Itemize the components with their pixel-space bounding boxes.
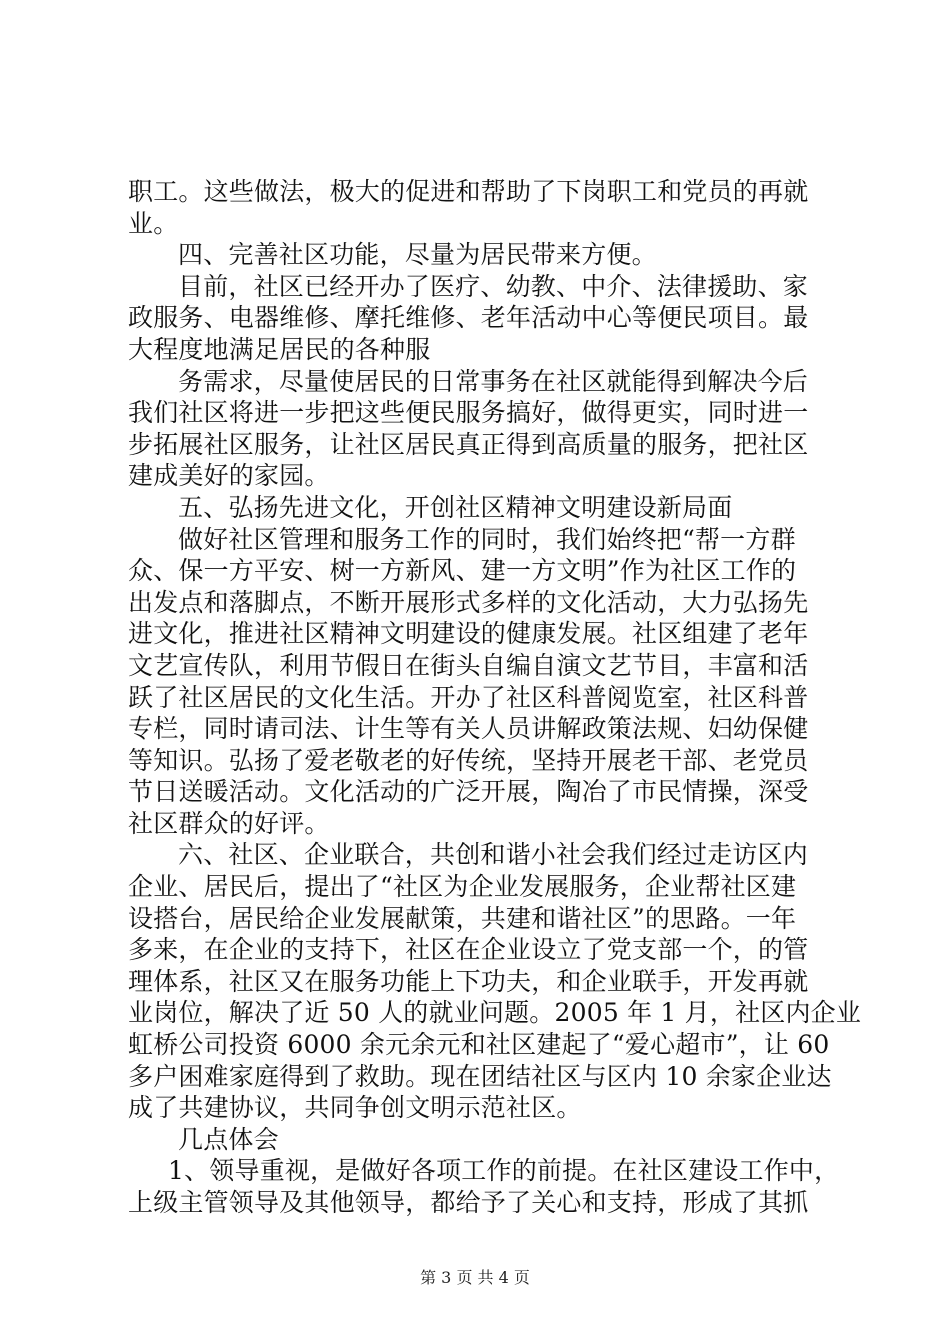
text-line: 上级主管领导及其他领导，都给予了关心和支持，形成了其抓 — [128, 1188, 809, 1217]
section-heading: 五、弘扬先进文化，开创社区精神文明建设新局面 — [178, 492, 733, 522]
text-line: 多户困难家庭得到了救助。现在团结社区与区内 10 余家企业达 — [128, 1061, 832, 1091]
text-line: 众、保一方平安、树一方新风、建一方文明”作为社区工作的 — [128, 556, 797, 586]
text-line: 做好社区管理和服务工作的同时，我们始终把“帮一方群 — [178, 524, 796, 554]
text-line: 企业、居民后，提出了“社区为企业发展服务，企业帮社区建 — [128, 872, 797, 902]
text-line: 业。 — [128, 208, 179, 238]
text-line: 虹桥公司投资 6000 余元余元和社区建起了“爱心超市”，让 60 — [128, 1030, 830, 1060]
text-line: 出发点和落脚点，不断开展形式多样的文化活动，大力弘扬先 — [128, 587, 809, 617]
text-line: 成了共建协议，共同争创文明示范社区。 — [128, 1093, 582, 1123]
section-heading: 几点体会 — [178, 1124, 279, 1154]
text-line: 大程度地满足居民的各种服 — [128, 334, 431, 364]
text-line: 跃了社区居民的文化生活。开办了社区科普阅览室，社区科普 — [128, 682, 809, 712]
text-line: 目前，社区已经开办了医疗、幼教、中介、法律援助、家 — [178, 271, 809, 301]
text-line: 政服务、电器维修、摩托维修、老年活动中心等便民项目。最 — [128, 303, 809, 333]
text-line: 1、领导重视，是做好各项工作的前提。在社区建设工作中， — [168, 1156, 840, 1186]
text-line: 我们社区将进一步把这些便民服务搞好，做得更实，同时进一 — [128, 398, 809, 428]
section-heading: 六、社区、企业联合，共创和谐小社会我们经过走访区内 — [178, 840, 809, 870]
text-line: 文艺宣传队，利用节假日在街头自编自演文艺节目，丰富和活 — [128, 650, 809, 680]
text-line: 步拓展社区服务，让社区居民真正得到高质量的服务，把社区 — [128, 429, 809, 459]
section-heading: 四、完善社区功能，尽量为居民带来方便。 — [178, 240, 657, 270]
text-line: 等知识。弘扬了爱老敬老的好传统，坚持开展老干部、老党员 — [128, 745, 809, 775]
text-line: 建成美好的家园。 — [128, 461, 330, 491]
text-line: 业岗位，解决了近 50 人的就业问题。2005 年 1 月，社区内企业 — [128, 998, 862, 1028]
text-line: 节日送暖活动。文化活动的广泛开展，陶冶了市民情操，深受 — [128, 777, 809, 807]
body-text — [128, 176, 862, 1219]
page-number-footer: 第 3 页 共 4 页 — [420, 1268, 530, 1287]
text-line: 务需求，尽量使居民的日常事务在社区就能得到解决今后 — [178, 366, 809, 396]
text-line: 进文化，推进社区精神文明建设的健康发展。社区组建了老年 — [128, 619, 809, 649]
text-line: 理体系，社区又在服务功能上下功夫，和企业联手，开发再就 — [128, 966, 809, 996]
text-line: 设搭台，居民给企业发展献策，共建和谐社区”的思路。一年 — [128, 903, 797, 933]
text-line: 专栏，同时请司法、计生等有关人员讲解政策法规、妇幼保健 — [128, 714, 809, 744]
text-line: 职工。这些做法，极大的促进和帮助了下岗职工和党员的再就 — [128, 177, 809, 206]
text-line: 社区群众的好评。 — [128, 808, 330, 838]
text-line: 多来，在企业的支持下，社区在企业设立了党支部一个，的管 — [128, 935, 809, 965]
